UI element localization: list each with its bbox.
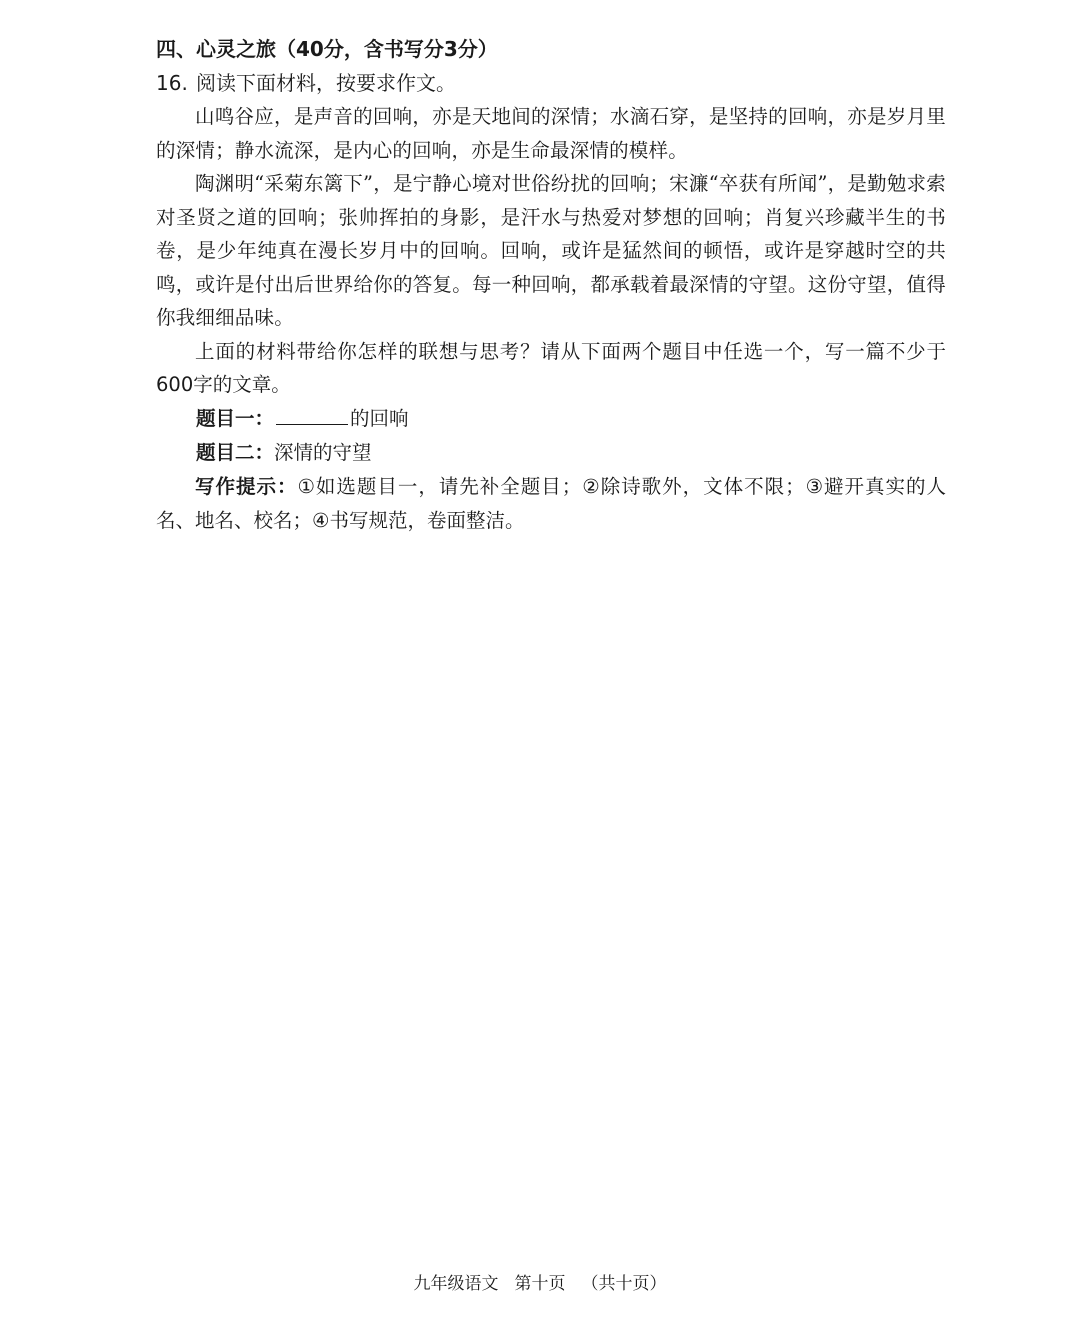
writing-tips <box>156 470 946 538</box>
footer-total-pages: （共十页） <box>581 1274 667 1294</box>
exam-page-content <box>156 32 946 538</box>
topic-two <box>156 436 946 470</box>
topic-one-text: 的回响 <box>350 406 409 430</box>
writing-tips-label: 写作提示： <box>195 474 298 498</box>
topic-one-label: 题目一： <box>196 406 275 430</box>
footer-subject: 九年级语文 <box>413 1274 499 1294</box>
question-instruction: 阅读下面材料，按要求作文。 <box>196 71 456 95</box>
material-paragraph-1: 山鸣谷应，是声音的回响，亦是天地间的深情；水滴石穿，是坚持的回响，亦是岁月里的深情；静水流深，是内心的回响，亦是生命最深情的模样。 <box>156 105 946 162</box>
material-paragraph-2: 陶渊明“采菊东篱下”，是宁静心境对世俗纷扰的回响；宋濂“卒获有所闻”，是勤勉求索对圣贤之道的回响；张帅挥拍的身影，是汗水与热爱对梦想的回响；肖复兴珍藏半生的书卷，是少年纯真在漫长岁月中的回响。回响，或许是猛然间的顿悟，或许是穿越时空的共鸣，或许是付出后世界给你的答复。每一种回响，都承载着最深情的守望。这份守望，值得你我细细品味。 <box>156 172 946 329</box>
section-title: 四、心灵之旅（40分，含书写分3分） <box>156 37 498 61</box>
topic-one <box>156 402 946 436</box>
page-footer <box>0 1271 1080 1297</box>
writing-tips-text: ①如选题目一，请先补全题目；②除诗歌外，文体不限；③避开真实的人名、地名、校名；④书写规范，卷面整洁。 <box>156 474 946 532</box>
topic-two-label: 题目二： <box>196 440 275 464</box>
question-line <box>156 66 946 100</box>
footer-page-number: 第十页 <box>514 1274 566 1294</box>
question-number: 16. <box>156 71 188 95</box>
topic-one-blank <box>276 406 348 425</box>
topic-two-text: 深情的守望 <box>274 440 372 464</box>
writing-prompt: 上面的材料带给你怎样的联想与思考？请从下面两个题目中任选一个，写一篇不少于600字的文章。 <box>156 339 946 396</box>
